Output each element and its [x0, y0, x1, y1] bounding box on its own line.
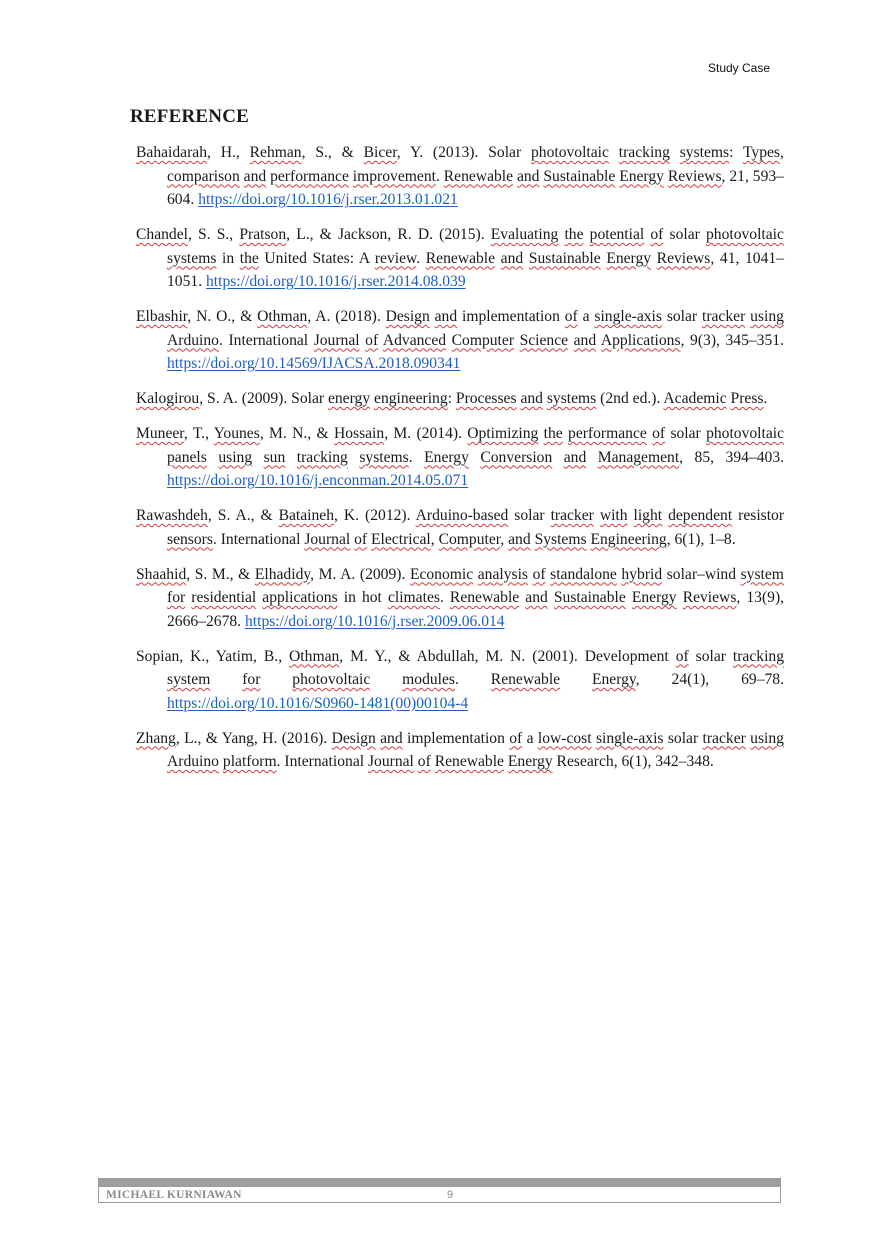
spellcheck-word: of	[564, 308, 578, 325]
spellcheck-word: hybrid	[621, 565, 663, 583]
spellcheck-word: Sustainable	[528, 249, 601, 267]
spellcheck-word: and	[434, 308, 458, 325]
page-footer	[98, 1178, 781, 1203]
spellcheck-word: Journal	[304, 530, 351, 548]
section-title: REFERENCE	[130, 106, 249, 127]
spellcheck-word: Journal	[313, 331, 360, 349]
spellcheck-word: of	[354, 530, 368, 548]
reference-list	[136, 141, 784, 785]
reference-item	[136, 727, 784, 774]
spellcheck-word: Renewable	[425, 249, 496, 267]
spellcheck-word: Kalogirou	[136, 390, 200, 407]
spellcheck-word: and	[520, 390, 543, 407]
spellcheck-word: single-axis	[594, 308, 662, 325]
spellcheck-word: light	[633, 507, 663, 524]
spellcheck-word: system	[740, 565, 784, 583]
doi-link[interactable]: https://doi.org/10.1016/j.rser.2009.06.014	[244, 612, 505, 630]
spellcheck-word: using	[750, 729, 784, 747]
spellcheck-word: Reviews	[667, 167, 722, 185]
spellcheck-word: systems	[546, 390, 597, 407]
reference-item	[136, 387, 784, 411]
spellcheck-word: system	[167, 671, 211, 688]
spellcheck-word: single-axis	[595, 729, 664, 747]
spellcheck-word: performance	[270, 167, 349, 185]
reference-text: Elbashir, N. O., & Othman, A. (2018). Design and implementation of a single-axis solar tracker using Arduino. International Journal of Advanced Computer Science and Applications, 9(3), 345–351.	[136, 308, 784, 349]
reference-item	[136, 223, 784, 294]
spellcheck-word: using	[218, 448, 253, 466]
spellcheck-word: systems	[167, 249, 217, 267]
spellcheck-word: Rawashdeh	[136, 507, 208, 524]
spellcheck-word: Journal	[367, 753, 414, 770]
spellcheck-word: Advanced	[382, 331, 447, 349]
spellcheck-word: Optimizing	[467, 425, 539, 442]
reference-text: Bahaidarah, H., Rehman, S., & Bicer, Y. (2013). Solar photovoltaic tracking systems: Types, comparison and performance improvement. Renewable and Sustainable Energy Reviews, 21, 593–604.	[136, 144, 784, 208]
spellcheck-word: climates	[387, 589, 440, 606]
spellcheck-word: panels	[167, 448, 207, 466]
spellcheck-word: tracking	[296, 448, 348, 466]
doi-link[interactable]: https://doi.org/10.1016/j.rser.2014.08.039	[206, 273, 466, 290]
spellcheck-word: Energy	[619, 167, 664, 185]
spellcheck-word: and	[573, 331, 597, 349]
spellcheck-word: analysis	[477, 565, 528, 583]
spellcheck-word: Types	[742, 144, 781, 161]
spellcheck-word: Energy	[591, 671, 636, 688]
spellcheck-word: tracker	[702, 729, 746, 747]
spellcheck-word: Muneer	[136, 425, 184, 442]
spellcheck-word: Chandel	[136, 226, 188, 243]
doi-link[interactable]: https://doi.org/10.1016/S0960-1481(00)00104-4	[167, 694, 469, 712]
spellcheck-word: Renewable	[449, 589, 520, 606]
spellcheck-word: sensors	[167, 530, 213, 548]
spellcheck-word: Pratson	[239, 226, 287, 243]
spellcheck-word: and	[525, 589, 548, 606]
spellcheck-word: photovoltaic	[705, 226, 784, 243]
spellcheck-word: Othman	[289, 647, 340, 665]
spellcheck-word: tracking	[732, 647, 784, 665]
spellcheck-word: standalone	[550, 565, 617, 583]
spellcheck-word: and	[563, 448, 587, 466]
spellcheck-word: Bataineh	[278, 507, 335, 524]
spellcheck-word: Rehman	[249, 144, 302, 161]
spellcheck-word: of	[532, 565, 546, 583]
spellcheck-word: for	[167, 589, 186, 606]
reference-text: Muneer, T., Younes, M. N., & Hossain, M. (2014). Optimizing the performance of solar photovoltaic panels using sun tracking systems. Energy Conversion and Management, 85, 394–403.	[136, 425, 785, 466]
spellcheck-word: Renewable	[434, 753, 504, 770]
spellcheck-word: and	[508, 530, 531, 548]
spellcheck-word: Zhang	[136, 729, 176, 747]
spellcheck-word: Computer	[438, 530, 501, 548]
spellcheck-word: Design	[385, 308, 430, 325]
spellcheck-word: systems	[359, 448, 409, 466]
reference-item	[136, 504, 784, 551]
spellcheck-word: Press	[730, 390, 764, 407]
spellcheck-word: of	[509, 729, 523, 747]
spellcheck-word: Applications	[600, 331, 681, 349]
spellcheck-word: Economic	[409, 565, 474, 583]
spellcheck-word: tracker	[550, 507, 594, 524]
reference-item	[136, 563, 784, 634]
footer-bar	[99, 1179, 780, 1187]
spellcheck-word: Elhadidy	[254, 565, 311, 583]
spellcheck-word: photovoltaic	[530, 144, 609, 161]
spellcheck-word: Shaahid	[136, 565, 187, 583]
spellcheck-word: Sustainable	[553, 589, 626, 606]
spellcheck-word: Reviews	[656, 249, 711, 267]
spellcheck-word: modules	[402, 671, 455, 688]
spellcheck-word: Conversion	[480, 448, 553, 466]
reference-text: Chandel, S. S., Pratson, L., & Jackson, R. D. (2015). Evaluating the potential of solar photovoltaic systems in the United States: A review. Renewable and Sustainable Energy Reviews, 41, 1041–1051.	[136, 226, 784, 290]
spellcheck-word: Energy	[424, 448, 469, 466]
spellcheck-word: systems	[679, 144, 730, 161]
spellcheck-word: Bahaidarah	[136, 144, 208, 161]
spellcheck-word: potential	[589, 226, 645, 243]
spellcheck-word: photovoltaic	[292, 671, 371, 688]
spellcheck-word: Design	[331, 729, 376, 747]
spellcheck-word: Arduino-based	[415, 507, 509, 524]
spellcheck-word: review	[374, 249, 417, 267]
spellcheck-word: for	[242, 671, 261, 688]
spellcheck-word: comparison	[167, 167, 240, 185]
reference-item	[136, 141, 784, 212]
spellcheck-word: energy	[327, 390, 371, 407]
spellcheck-word: platform	[222, 753, 277, 770]
spellcheck-word: dependent	[668, 507, 733, 524]
spellcheck-word: Renewable	[443, 167, 514, 185]
spellcheck-word: tracker	[701, 308, 746, 325]
spellcheck-word: of	[417, 753, 431, 770]
spellcheck-word: photovoltaic	[706, 425, 785, 442]
spellcheck-word: Bicer	[363, 144, 397, 161]
spellcheck-word: applications	[262, 589, 338, 606]
spellcheck-word: sun	[263, 448, 286, 466]
spellcheck-word: Systems	[534, 530, 587, 548]
spellcheck-word: Energy	[507, 753, 553, 770]
doi-link[interactable]: https://doi.org/10.1016/j.rser.2013.01.021	[198, 191, 458, 208]
spellcheck-word: tracking	[618, 144, 670, 161]
spellcheck-word: Younes	[213, 425, 260, 442]
spellcheck-word: with	[599, 507, 628, 524]
spellcheck-word: using	[750, 308, 784, 325]
spellcheck-word: low-cost	[537, 729, 592, 747]
spellcheck-word: and	[243, 167, 267, 185]
reference-text: Sopian, K., Yatim, B., Othman, M. Y., & Abdullah, M. N. (2001). Development of solar tracking system for photovoltaic modules. Renewable Energy, 24(1), 69–78.	[136, 647, 784, 688]
spellcheck-word: Elbashir	[136, 308, 188, 325]
reference-item	[136, 422, 784, 493]
spellcheck-word: performance	[568, 425, 647, 442]
spellcheck-word: Science	[519, 331, 569, 349]
spellcheck-word: of	[650, 226, 664, 243]
spellcheck-word: Engineering	[590, 530, 667, 548]
spellcheck-word: engineering	[374, 390, 448, 407]
spellcheck-word: Academic	[663, 390, 727, 407]
spellcheck-word: Management	[597, 448, 680, 466]
reference-item	[136, 305, 784, 376]
spellcheck-word: residential	[191, 589, 257, 606]
spellcheck-word: Processes	[455, 390, 517, 407]
spellcheck-word: and	[380, 729, 403, 747]
footer-author: MICHAEL KURNIAWAN	[106, 1189, 242, 1201]
spellcheck-word: Arduino	[167, 331, 219, 349]
reference-text: Shaahid, S. M., & Elhadidy, M. A. (2009). Economic analysis of standalone hybrid solar–wind system for residential applications in hot climates. Renewable and Sustainable Energy Reviews, 13(9), 2666–2678.	[136, 565, 785, 630]
spellcheck-word: improvement	[352, 167, 436, 185]
spellcheck-word: Othman	[257, 308, 308, 325]
spellcheck-word: of	[652, 425, 666, 442]
spellcheck-word: of	[365, 331, 379, 349]
reference-item	[136, 645, 784, 716]
spellcheck-word: of	[675, 647, 689, 665]
spellcheck-word: Reviews	[682, 589, 737, 606]
spellcheck-word: and	[500, 249, 524, 267]
page-header-study-case: Study Case	[708, 61, 771, 75]
doi-link[interactable]: https://doi.org/10.1016/j.enconman.2014.05.071	[167, 472, 469, 489]
spellcheck-word: Energy	[606, 249, 652, 267]
spellcheck-word: Energy	[631, 589, 677, 606]
spellcheck-word: Sustainable	[543, 167, 616, 185]
spellcheck-word: and	[516, 167, 540, 185]
spellcheck-word: Hossain	[333, 425, 385, 442]
spellcheck-word: the	[564, 226, 584, 243]
spellcheck-word: the	[543, 425, 563, 442]
reference-text: Kalogirou, S. A. (2009). Solar energy engineering: Processes and systems (2nd ed.). Academic Press.	[136, 390, 768, 407]
spellcheck-word: Evaluating	[490, 226, 559, 243]
reference-text: Rawashdeh, S. A., & Bataineh, K. (2012). Arduino-based solar tracker with light dependent resistor sensors. International Journal of Electrical, Computer, and Systems Engineering, 6(1), 1–8.	[136, 507, 785, 548]
spellcheck-word: Arduino	[167, 753, 219, 770]
spellcheck-word: Computer	[451, 331, 515, 349]
reference-text: Zhang, L., & Yang, H. (2016). Design and implementation of a low-cost single-axis solar tracker using Arduino platform. International Journal of Renewable Energy Research, 6(1), 342–348.	[136, 729, 784, 770]
page-number: 9	[447, 1189, 454, 1201]
spellcheck-word: the	[239, 249, 259, 267]
spellcheck-word: Electrical	[371, 530, 431, 548]
spellcheck-word: Renewable	[490, 671, 561, 688]
doi-link[interactable]: https://doi.org/10.14569/IJACSA.2018.090341	[167, 355, 461, 372]
